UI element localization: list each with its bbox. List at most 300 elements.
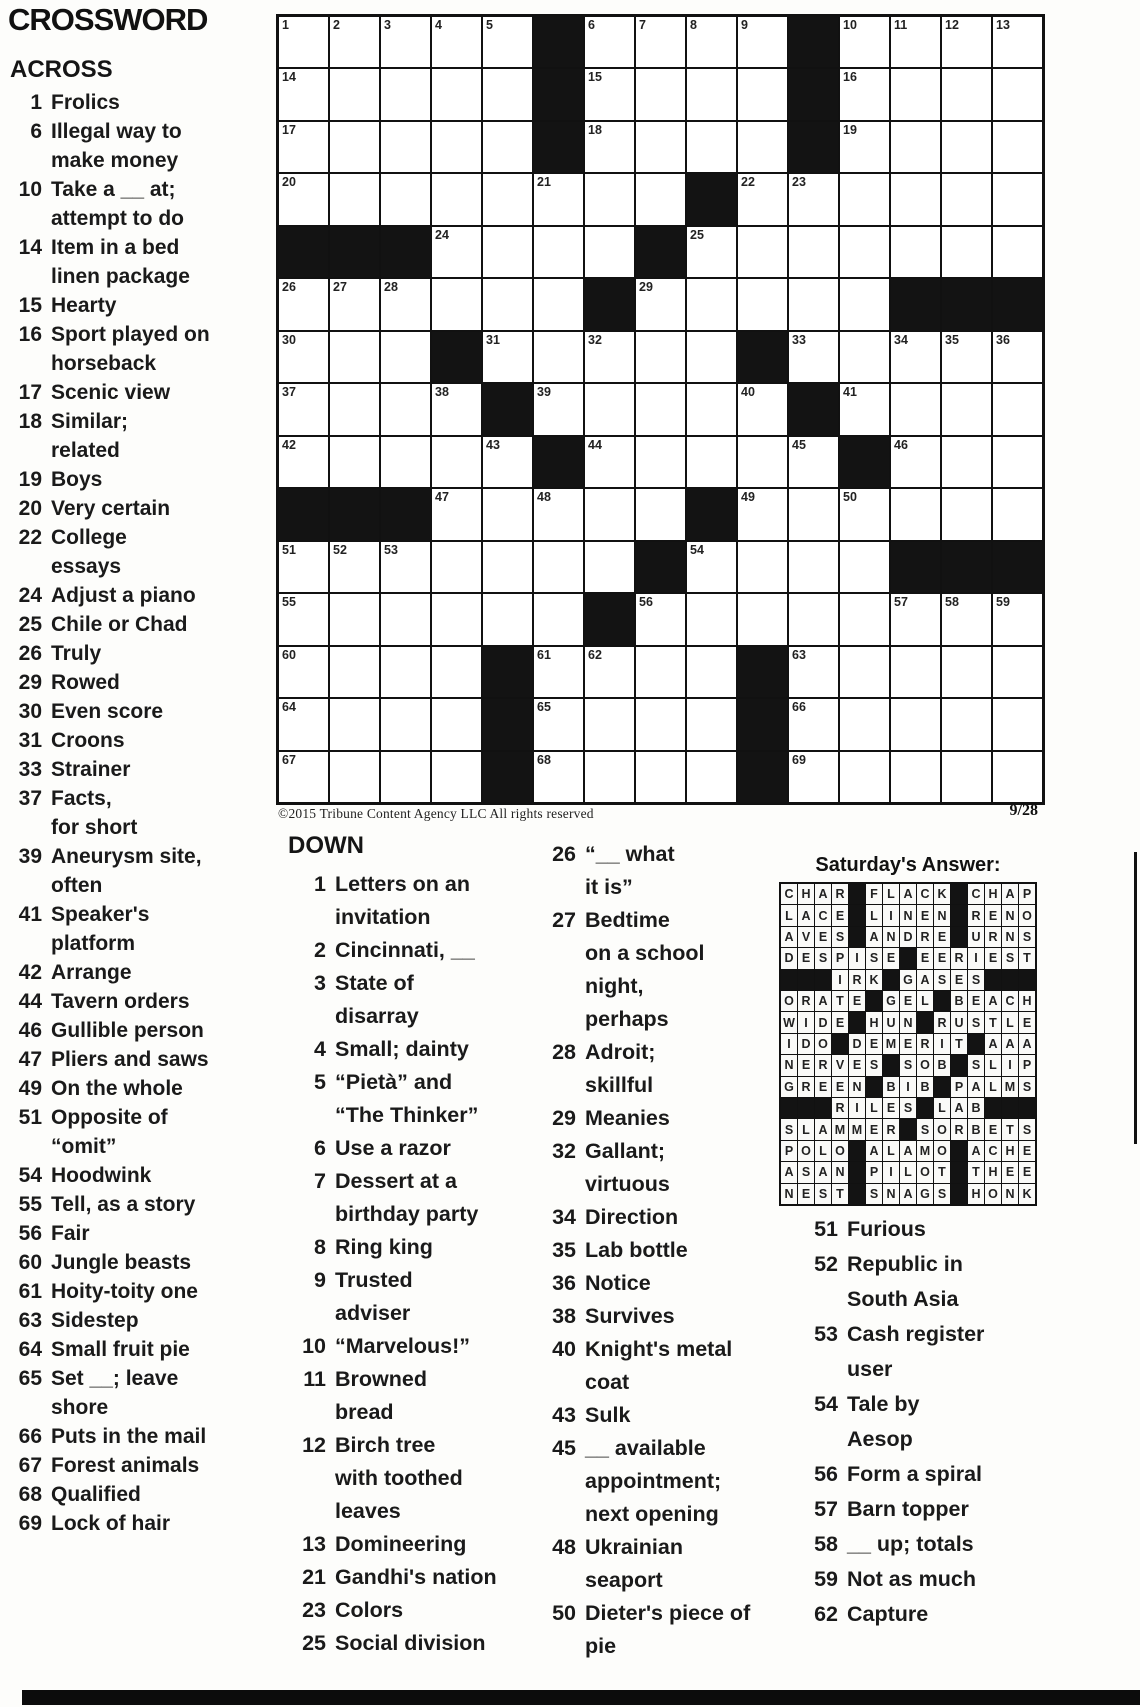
puzzle-square[interactable] <box>381 279 430 329</box>
puzzle-square[interactable] <box>330 332 379 382</box>
black-square <box>738 332 787 382</box>
puzzle-square[interactable] <box>993 594 1042 644</box>
puzzle-square[interactable] <box>789 227 838 277</box>
puzzle-square[interactable] <box>585 384 634 434</box>
puzzle-square[interactable] <box>534 699 583 749</box>
puzzle-square[interactable] <box>432 594 481 644</box>
clue-number: 29 <box>552 1106 576 1130</box>
puzzle-square[interactable] <box>993 332 1042 382</box>
answer-letter: B <box>883 1077 899 1097</box>
puzzle-square[interactable] <box>432 122 481 172</box>
puzzle-square[interactable] <box>432 489 481 539</box>
puzzle-square[interactable] <box>891 69 940 119</box>
puzzle-square[interactable] <box>534 647 583 697</box>
clue-text: Form a spiral <box>847 1462 983 1486</box>
puzzle-square[interactable] <box>279 752 328 802</box>
clue-text: Tell, as a story <box>51 1193 196 1216</box>
puzzle-square[interactable] <box>687 17 736 67</box>
puzzle-square[interactable] <box>585 332 634 382</box>
black-square <box>585 279 634 329</box>
puzzle-square[interactable] <box>381 174 430 224</box>
clue-number: 40 <box>552 1337 576 1361</box>
puzzle-square[interactable] <box>840 647 889 697</box>
puzzle-square[interactable] <box>279 647 328 697</box>
answer-letter: D <box>781 948 797 968</box>
puzzle-square[interactable] <box>636 279 685 329</box>
puzzle-square[interactable] <box>738 227 787 277</box>
puzzle-square[interactable] <box>279 332 328 382</box>
puzzle-square[interactable] <box>279 699 328 749</box>
puzzle-square[interactable] <box>381 752 430 802</box>
answer-letter: N <box>883 1184 899 1204</box>
puzzle-square[interactable] <box>585 489 634 539</box>
clue-text: Truly <box>51 642 102 665</box>
clue-58 <box>796 1527 1046 1562</box>
puzzle-square[interactable] <box>789 174 838 224</box>
clue-number: 4 <box>314 1037 326 1061</box>
puzzle-square[interactable] <box>942 122 991 172</box>
black-square <box>534 69 583 119</box>
answer-letter: E <box>832 1012 848 1032</box>
puzzle-square[interactable] <box>381 594 430 644</box>
clue-20 <box>4 494 270 523</box>
puzzle-square[interactable] <box>789 594 838 644</box>
puzzle-square[interactable] <box>330 17 379 67</box>
square-number: 5 <box>486 18 493 32</box>
answer-letter: E <box>934 927 950 947</box>
puzzle-square[interactable] <box>891 122 940 172</box>
square-number: 25 <box>690 227 704 242</box>
puzzle-square[interactable] <box>381 437 430 487</box>
puzzle-square[interactable] <box>687 647 736 697</box>
puzzle-square[interactable] <box>483 332 532 382</box>
puzzle-square[interactable] <box>993 752 1042 802</box>
answer-letter: L <box>866 1098 882 1118</box>
puzzle-square[interactable] <box>687 437 736 487</box>
puzzle-square[interactable] <box>789 542 838 592</box>
puzzle-square[interactable] <box>381 384 430 434</box>
clue-text: Dessert at a birthday party <box>335 1169 479 1226</box>
clue-number: 20 <box>18 497 42 520</box>
black-square <box>891 542 940 592</box>
puzzle-square[interactable] <box>381 332 430 382</box>
clue-number: 2 <box>314 938 326 962</box>
puzzle-square[interactable] <box>585 647 634 697</box>
clue-text: Meanies <box>585 1106 670 1130</box>
puzzle-square[interactable] <box>483 437 532 487</box>
puzzle-square[interactable] <box>534 227 583 277</box>
answer-black-square <box>849 1184 865 1204</box>
square-number: 50 <box>843 490 857 505</box>
puzzle-square[interactable] <box>942 332 991 382</box>
puzzle-square[interactable] <box>432 752 481 802</box>
puzzle-square[interactable] <box>636 437 685 487</box>
puzzle-square[interactable] <box>432 542 481 592</box>
puzzle-square[interactable] <box>636 647 685 697</box>
puzzle-square[interactable] <box>993 17 1042 67</box>
puzzle-square[interactable] <box>993 437 1042 487</box>
answer-letter: T <box>985 1012 1001 1032</box>
clue-10 <box>4 175 270 233</box>
clue-29 <box>534 1102 764 1135</box>
puzzle-square[interactable] <box>636 594 685 644</box>
clue-1 <box>284 868 534 934</box>
answer-black-square <box>951 1141 967 1161</box>
answer-letter: S <box>968 1055 984 1075</box>
puzzle-square[interactable] <box>738 384 787 434</box>
puzzle-square[interactable] <box>993 122 1042 172</box>
square-number: 59 <box>996 595 1010 610</box>
answer-black-square <box>815 970 831 990</box>
puzzle-square[interactable] <box>687 752 736 802</box>
puzzle-square[interactable] <box>738 17 787 67</box>
puzzle-square[interactable] <box>789 279 838 329</box>
clue-12 <box>284 1429 534 1528</box>
puzzle-square[interactable] <box>942 699 991 749</box>
puzzle-square[interactable] <box>432 437 481 487</box>
puzzle-square[interactable] <box>483 542 532 592</box>
square-number: 46 <box>894 437 908 452</box>
puzzle-square[interactable] <box>279 122 328 172</box>
puzzle-square[interactable] <box>993 647 1042 697</box>
clue-text: Gallant; virtuous <box>585 1139 670 1196</box>
clue-text: Sport played on horseback <box>51 323 210 375</box>
puzzle-square[interactable] <box>585 752 634 802</box>
answer-letter: E <box>917 905 933 925</box>
puzzle-square[interactable] <box>585 122 634 172</box>
puzzle-square[interactable] <box>891 437 940 487</box>
puzzle-square[interactable] <box>687 594 736 644</box>
black-square <box>840 437 889 487</box>
puzzle-square[interactable] <box>687 69 736 119</box>
puzzle-square[interactable] <box>330 647 379 697</box>
puzzle-square[interactable] <box>432 69 481 119</box>
puzzle-square[interactable] <box>942 647 991 697</box>
puzzle-square[interactable] <box>636 122 685 172</box>
puzzle-square[interactable] <box>891 647 940 697</box>
puzzle-square[interactable] <box>942 227 991 277</box>
clue-text: Croons <box>51 729 125 752</box>
puzzle-square[interactable] <box>840 699 889 749</box>
puzzle-square[interactable] <box>840 594 889 644</box>
puzzle-square[interactable] <box>942 69 991 119</box>
puzzle-square[interactable] <box>534 489 583 539</box>
puzzle-square[interactable] <box>483 122 532 172</box>
puzzle-square[interactable] <box>942 437 991 487</box>
clue-number: 48 <box>552 1535 576 1559</box>
puzzle-square[interactable] <box>942 384 991 434</box>
puzzle-square[interactable] <box>585 542 634 592</box>
puzzle-square[interactable] <box>738 122 787 172</box>
puzzle-square[interactable] <box>279 279 328 329</box>
puzzle-square[interactable] <box>483 489 532 539</box>
clue-number: 65 <box>18 1367 42 1390</box>
puzzle-square[interactable] <box>636 384 685 434</box>
puzzle-square[interactable] <box>534 332 583 382</box>
square-number: 66 <box>792 700 806 715</box>
clue-66 <box>4 1422 270 1451</box>
puzzle-square[interactable] <box>636 489 685 539</box>
clue-56 <box>4 1219 270 1248</box>
clue-number: 28 <box>552 1040 576 1064</box>
puzzle-square[interactable] <box>636 17 685 67</box>
black-square <box>738 752 787 802</box>
answer-letter: H <box>866 1012 882 1032</box>
puzzle-square[interactable] <box>687 699 736 749</box>
puzzle-square[interactable] <box>942 594 991 644</box>
clue-number: 9 <box>314 1268 326 1292</box>
clue-text: Direction <box>585 1205 679 1229</box>
puzzle-square[interactable] <box>891 227 940 277</box>
puzzle-square[interactable] <box>942 17 991 67</box>
puzzle-square[interactable] <box>891 384 940 434</box>
square-number: 48 <box>537 490 551 505</box>
clue-text: Knight's metal coat <box>585 1337 733 1394</box>
puzzle-square[interactable] <box>840 174 889 224</box>
puzzle-square[interactable] <box>279 174 328 224</box>
puzzle-square[interactable] <box>840 227 889 277</box>
puzzle-square[interactable] <box>687 332 736 382</box>
puzzle-square[interactable] <box>738 437 787 487</box>
puzzle-square[interactable] <box>432 384 481 434</box>
puzzle-square[interactable] <box>330 279 379 329</box>
square-number: 17 <box>282 122 296 137</box>
puzzle-square[interactable] <box>330 752 379 802</box>
clue-62 <box>796 1597 1046 1632</box>
square-number: 41 <box>843 385 857 400</box>
puzzle-square[interactable] <box>330 122 379 172</box>
puzzle-square[interactable] <box>993 69 1042 119</box>
puzzle-square[interactable] <box>738 174 787 224</box>
black-square <box>687 489 736 539</box>
puzzle-square[interactable] <box>483 227 532 277</box>
black-square <box>687 174 736 224</box>
puzzle-square[interactable] <box>687 279 736 329</box>
puzzle-square[interactable] <box>534 594 583 644</box>
clue-number: 21 <box>302 1565 326 1589</box>
puzzle-square[interactable] <box>483 279 532 329</box>
puzzle-square[interactable] <box>381 69 430 119</box>
puzzle-square[interactable] <box>279 17 328 67</box>
clue-9 <box>284 1264 534 1330</box>
puzzle-square[interactable] <box>330 437 379 487</box>
puzzle-square[interactable] <box>279 384 328 434</box>
puzzle-square[interactable] <box>432 279 481 329</box>
puzzle-square[interactable] <box>687 122 736 172</box>
puzzle-square[interactable] <box>891 174 940 224</box>
puzzle-square[interactable] <box>330 69 379 119</box>
puzzle-square[interactable] <box>330 384 379 434</box>
answer-letter: C <box>815 905 831 925</box>
puzzle-square[interactable] <box>993 699 1042 749</box>
puzzle-square[interactable] <box>330 174 379 224</box>
puzzle-square[interactable] <box>381 17 430 67</box>
puzzle-square[interactable] <box>840 542 889 592</box>
puzzle-square[interactable] <box>840 752 889 802</box>
puzzle-square[interactable] <box>585 227 634 277</box>
clue-number: 6 <box>314 1136 326 1160</box>
puzzle-square[interactable] <box>840 69 889 119</box>
puzzle-square[interactable] <box>279 69 328 119</box>
puzzle-square[interactable] <box>585 69 634 119</box>
puzzle-square[interactable] <box>636 752 685 802</box>
puzzle-square[interactable] <box>279 542 328 592</box>
puzzle-square[interactable] <box>687 227 736 277</box>
puzzle-square[interactable] <box>993 384 1042 434</box>
puzzle-square[interactable] <box>585 437 634 487</box>
puzzle-square[interactable] <box>687 542 736 592</box>
clue-number: 43 <box>552 1403 576 1427</box>
puzzle-square[interactable] <box>738 279 787 329</box>
answer-black-square <box>1002 970 1018 990</box>
puzzle-square[interactable] <box>636 332 685 382</box>
puzzle-square[interactable] <box>585 174 634 224</box>
puzzle-square[interactable] <box>840 384 889 434</box>
puzzle-square[interactable] <box>840 332 889 382</box>
puzzle-square[interactable] <box>687 384 736 434</box>
answer-letter: A <box>798 905 814 925</box>
clue-57 <box>796 1492 1046 1527</box>
puzzle-square[interactable] <box>738 69 787 119</box>
puzzle-square[interactable] <box>993 489 1042 539</box>
puzzle-square[interactable] <box>789 752 838 802</box>
answer-letter: E <box>832 1077 848 1097</box>
puzzle-square[interactable] <box>738 489 787 539</box>
answer-letter: A <box>866 927 882 947</box>
puzzle-square[interactable] <box>330 699 379 749</box>
puzzle-square[interactable] <box>534 542 583 592</box>
answer-black-square <box>849 927 865 947</box>
clue-text: Browned bread <box>335 1367 427 1424</box>
black-square <box>330 489 379 539</box>
clue-number: 56 <box>814 1462 838 1486</box>
answer-letter: N <box>934 905 950 925</box>
puzzle-square[interactable] <box>483 17 532 67</box>
clue-67 <box>4 1451 270 1480</box>
square-number: 69 <box>792 752 806 767</box>
square-number: 21 <box>537 175 551 190</box>
puzzle-square[interactable] <box>840 279 889 329</box>
square-number: 64 <box>282 700 296 715</box>
answer-letter: S <box>1002 948 1018 968</box>
puzzle-square[interactable] <box>891 489 940 539</box>
answer-letter: H <box>798 884 814 904</box>
clue-number: 67 <box>18 1454 42 1477</box>
answer-letter: A <box>815 1162 831 1182</box>
puzzle-square[interactable] <box>381 699 430 749</box>
puzzle-square[interactable] <box>636 174 685 224</box>
answer-letter: C <box>985 1141 1001 1161</box>
puzzle-square[interactable] <box>789 437 838 487</box>
answer-letter: N <box>883 927 899 947</box>
clue-number: 25 <box>302 1631 326 1655</box>
square-number: 54 <box>690 542 704 557</box>
puzzle-square[interactable] <box>840 17 889 67</box>
puzzle-square[interactable] <box>381 647 430 697</box>
square-number: 4 <box>435 18 442 32</box>
puzzle-square[interactable] <box>279 437 328 487</box>
puzzle-square[interactable] <box>534 384 583 434</box>
puzzle-square[interactable] <box>891 332 940 382</box>
clue-27 <box>534 904 764 1036</box>
puzzle-square[interactable] <box>432 17 481 67</box>
puzzle-square[interactable] <box>942 174 991 224</box>
clue-text: Rowed <box>51 671 120 694</box>
puzzle-square[interactable] <box>891 17 940 67</box>
clue-text: Social division <box>335 1631 486 1655</box>
puzzle-square[interactable] <box>891 594 940 644</box>
puzzle-square[interactable] <box>483 594 532 644</box>
puzzle-square[interactable] <box>789 699 838 749</box>
answer-letter: L <box>815 1141 831 1161</box>
puzzle-square[interactable] <box>636 69 685 119</box>
clue-text: Small; dainty <box>335 1037 469 1061</box>
puzzle-square[interactable] <box>432 699 481 749</box>
puzzle-square[interactable] <box>738 542 787 592</box>
puzzle-square[interactable] <box>534 752 583 802</box>
answer-letter: L <box>1002 1012 1018 1032</box>
square-number: 30 <box>282 332 296 347</box>
answer-black-square <box>832 1034 848 1054</box>
puzzle-square[interactable] <box>840 122 889 172</box>
answer-letter: E <box>900 991 916 1011</box>
puzzle-square[interactable] <box>891 752 940 802</box>
puzzle-square[interactable] <box>432 174 481 224</box>
puzzle-square[interactable] <box>381 542 430 592</box>
black-square <box>942 542 991 592</box>
puzzle-square[interactable] <box>483 69 532 119</box>
puzzle-square[interactable] <box>891 699 940 749</box>
puzzle-square[interactable] <box>534 279 583 329</box>
puzzle-square[interactable] <box>942 489 991 539</box>
answer-letter: B <box>968 1098 984 1118</box>
answer-letter: S <box>934 1184 950 1204</box>
puzzle-square[interactable] <box>330 594 379 644</box>
puzzle-square[interactable] <box>330 542 379 592</box>
puzzle-square[interactable] <box>534 174 583 224</box>
puzzle-square[interactable] <box>993 227 1042 277</box>
puzzle-square[interactable] <box>789 489 838 539</box>
answer-letter: P <box>781 1141 797 1161</box>
puzzle-square[interactable] <box>381 122 430 172</box>
answer-letter: O <box>917 1055 933 1075</box>
answer-black-square <box>900 948 916 968</box>
puzzle-square[interactable] <box>993 174 1042 224</box>
clue-text: Qualified <box>51 1483 141 1506</box>
puzzle-square[interactable] <box>738 594 787 644</box>
puzzle-square[interactable] <box>585 699 634 749</box>
square-number: 57 <box>894 595 908 610</box>
clue-text: Small fruit pie <box>51 1338 190 1361</box>
puzzle-square[interactable] <box>279 594 328 644</box>
puzzle-square[interactable] <box>432 647 481 697</box>
clue-text: Survives <box>585 1304 675 1328</box>
puzzle-square[interactable] <box>942 752 991 802</box>
puzzle-square[interactable] <box>432 227 481 277</box>
puzzle-square[interactable] <box>585 17 634 67</box>
answer-letter: P <box>951 1077 967 1097</box>
puzzle-square[interactable] <box>789 332 838 382</box>
answer-letter: E <box>866 1119 882 1139</box>
puzzle-square[interactable] <box>840 489 889 539</box>
puzzle-square[interactable] <box>636 699 685 749</box>
puzzle-square[interactable] <box>789 647 838 697</box>
black-square <box>483 699 532 749</box>
puzzle-square[interactable] <box>483 174 532 224</box>
square-number: 63 <box>792 647 806 662</box>
black-square <box>432 332 481 382</box>
clue-number: 33 <box>18 758 42 781</box>
